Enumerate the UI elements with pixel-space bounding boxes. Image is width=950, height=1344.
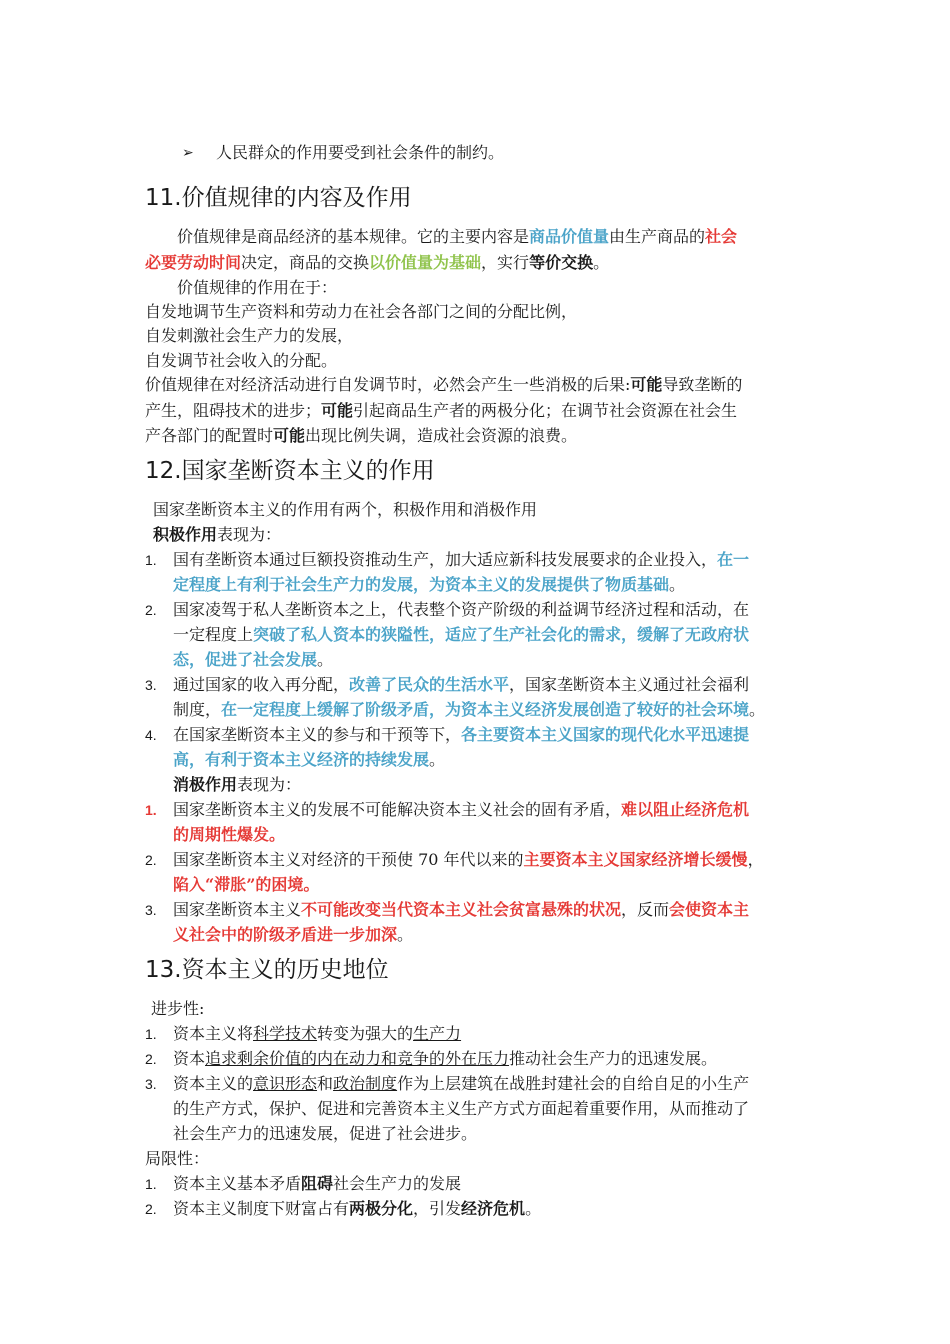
s12-pos-3-line-1: 通过国家的收入再分配，改善了民众的生活水平，国家垄断资本主义通过社会福利 [173, 675, 750, 694]
s11-item-1: 自发地调节生产资料和劳动力在社会各部门之间的分配比例， [145, 302, 578, 321]
s11-item-3: 自发调节社会收入的分配。 [145, 351, 338, 370]
s12-neg-1-line-2: 的周期性爆发。 [173, 825, 286, 844]
s13-prog-3-line-3: 社会生产力的迅速发展，促进了社会进步。 [173, 1124, 478, 1143]
s11-negative-1: 价值规律在对经济活动进行自发调节时，必然会产生一些消极的后果:可能导致垄断的 [145, 375, 743, 394]
s13-lim-1: 资本主义基本矛盾阻碍社会生产力的发展 [173, 1174, 462, 1193]
s12-neg-2-line-1: 国家垄断资本主义对经济的干预使 70 年代以来的主要资本主义国家经济增长缓慢， [173, 850, 764, 869]
s13-progress-heading: 进步性: [151, 999, 205, 1018]
s13-prog-3-line-1: 资本主义的意识形态和政治制度作为上层建筑在战胜封建社会的自给自足的小生产 [173, 1074, 750, 1093]
list-number: 3. [145, 902, 157, 918]
list-number: 1. [145, 802, 157, 818]
s13-limitation-heading: 局限性： [145, 1149, 210, 1168]
s11-paragraph-1-cont: 必要劳动时间决定，商品的交换以价值量为基础，实行等价交换。 [145, 253, 610, 272]
list-number: 3. [145, 1076, 157, 1092]
s11-paragraph-2: 价值规律的作用在于： [177, 278, 338, 297]
s12-pos-2-line-2: 一定程度上突破了私人资本的狭隘性，适应了生产社会化的需求，缓解了无政府状 [173, 625, 750, 644]
s11-negative-2: 产生，阻碍技术的进步；可能引起商品生产者的两极分化；在调节社会资源在社会生 [145, 401, 738, 420]
s12-neg-3-line-1: 国家垄断资本主义不可能改变当代资本主义社会贫富悬殊的状况，反而会使资本主 [173, 900, 750, 919]
s12-negative-heading: 消极作用表现为： [173, 775, 302, 794]
s11-negative-3: 产各部门的配置时可能出现比例失调，造成社会资源的浪费。 [145, 426, 578, 445]
s12-neg-1-line-1: 国家垄断资本主义的发展不可能解决资本主义社会的固有矛盾，难以阻止经济危机 [173, 800, 750, 819]
list-number: 2. [145, 852, 157, 868]
list-number: 2. [145, 602, 157, 618]
list-number: 1. [145, 1026, 157, 1042]
list-number: 3. [145, 677, 157, 693]
s12-pos-3-line-2: 制度，在一定程度上缓解了阶级矛盾，为资本主义经济发展创造了较好的社会环境。 [173, 700, 766, 719]
s12-pos-2-line-1: 国家凌驾于私人垄断资本之上，代表整个资产阶级的利益调节经济过程和活动，在 [173, 600, 750, 619]
arrow-bullet-icon: ➢ [182, 145, 194, 161]
s11-item-2: 自发刺激社会生产力的发展， [145, 326, 354, 345]
s12-neg-3-line-2: 义社会中的阶级矛盾进一步加深。 [173, 925, 414, 944]
list-number: 4. [145, 727, 157, 743]
section-13-title: 13.资本主义的历史地位 [145, 957, 389, 983]
s12-pos-1-line-1: 国有垄断资本通过巨额投资推动生产，加大适应新科技发展要求的企业投入，在一 [173, 550, 750, 569]
s12-pos-2-line-3: 态，促进了社会发展。 [173, 650, 334, 669]
s12-neg-2-line-2: 陷入“滞胀”的困境。 [173, 875, 320, 894]
section-12-title: 12.国家垄断资本主义的作用 [145, 458, 435, 484]
list-number: 2. [145, 1201, 157, 1217]
s12-intro: 国家垄断资本主义的作用有两个，积极作用和消极作用 [153, 500, 538, 519]
s13-prog-2: 资本追求剩余价值的内在动力和竞争的外在压力推动社会生产力的迅速发展。 [173, 1049, 718, 1068]
section-11-title: 11.价值规律的内容及作用 [145, 185, 412, 211]
list-number: 1. [145, 552, 157, 568]
s12-pos-1-line-2: 定程度上有利于社会生产力的发展，为资本主义的发展提供了物质基础。 [173, 575, 686, 594]
s13-prog-1: 资本主义将科学技术转变为强大的生产力 [173, 1024, 462, 1043]
s13-prog-3-line-2: 的生产方式，保护、促进和完善资本主义生产方式方面起着重要作用，从而推动了 [173, 1099, 750, 1118]
s12-positive-heading: 积极作用表现为： [153, 525, 282, 544]
s13-lim-2: 资本主义制度下财富占有两极分化，引发经济危机。 [173, 1199, 542, 1218]
top-bullet-text: 人民群众的作用要受到社会条件的制约。 [216, 143, 505, 162]
s12-pos-4-line-2: 高，有利于资本主义经济的持续发展。 [173, 750, 446, 769]
s11-paragraph-1: 价值规律是商品经济的基本规律。它的主要内容是商品价值量由生产商品的社会 [177, 227, 738, 246]
list-number: 1. [145, 1176, 157, 1192]
s12-pos-4-line-1: 在国家垄断资本主义的参与和干预等下，各主要资本主义国家的现代化水平迅速提 [173, 725, 750, 744]
list-number: 2. [145, 1051, 157, 1067]
